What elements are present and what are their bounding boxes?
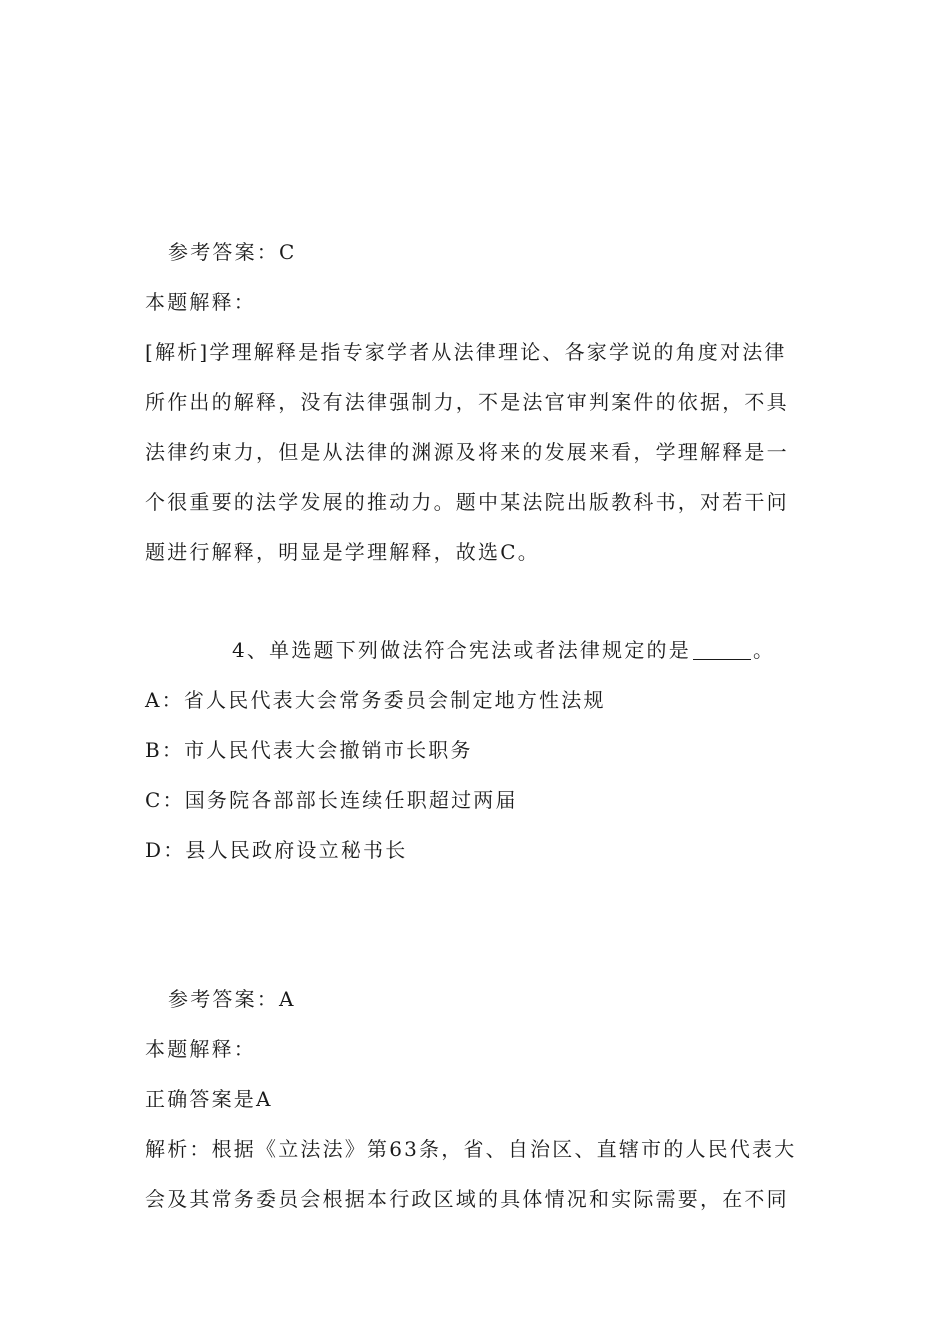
q4-option-c: C：国务院各部部长连续任职超过两届 [145,788,518,812]
answer-blank [693,641,751,660]
q4-correct-answer: 正确答案是A [145,1087,273,1111]
q3-explanation-heading: 本题解释： [145,290,256,314]
q4-explanation-line: 会及其常务委员会根据本行政区域的具体情况和实际需要，在不同 [145,1187,789,1211]
q4-answer: 参考答案：A [168,987,296,1011]
q3-explanation-line: 法律约束力，但是从法律的渊源及将来的发展来看，学理解释是一 [145,440,789,464]
q4-title-text: 4、单选题下列做法符合宪法或者法律规定的是 [232,638,691,662]
q4-explanation-heading: 本题解释： [145,1037,256,1061]
q3-explanation-line: 个很重要的法学发展的推动力。题中某法院出版教科书，对若干问 [145,490,789,514]
q3-answer: 参考答案：C [168,240,297,264]
q4-title-end: 。 [752,638,776,662]
q4-option-a: A：省人民代表大会常务委员会制定地方性法规 [145,688,606,712]
q4-option-d: D：县人民政府设立秘书长 [145,838,408,862]
q3-explanation-line: 题进行解释，明显是学理解释，故选C。 [145,540,540,564]
q4-explanation-line: 解析：根据《立法法》第63条，省、自治区、直辖市的人民代表大 [145,1137,797,1161]
q3-explanation-line: 所作出的解释，没有法律强制力，不是法官审判案件的依据，不具 [145,390,789,414]
q4-title [232,636,775,664]
q3-explanation-line: [解析]学理解释是指专家学者从法律理论、各家学说的角度对法律 [145,340,787,364]
q4-option-b: B：市人民代表大会撤销市长职务 [145,738,473,762]
